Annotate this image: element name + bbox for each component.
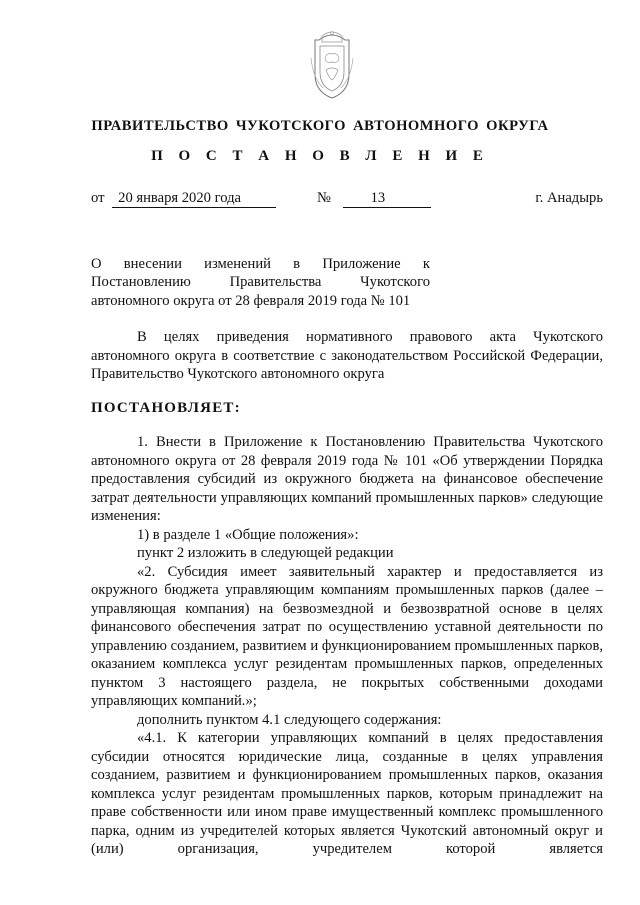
- item-1: 1. Внести в Приложение к Постановлению Правительства Чукотского автономного округа от 28 февраля 2019 года № 101 «Об утверждении Порядка предоставления субсидий из окружного бюджета на финансовое обеспечение затрат деятельности управляющих компаний промышленных парков» следующие изменения:: [91, 434, 603, 524]
- number-label: №: [317, 190, 331, 206]
- number-line: [317, 190, 431, 208]
- point-4-1-text: «4.1. К категории управляющих компаний в целях предоставления субсидии относятся юридические лица, созданные в целях управления созданием, развитием и функционированием промышленных парков, оказания комплекса услуг резидентам промышленных парков, которым принадлежит на праве собственности или ином праве имущественный комплекс промышленного парка, одним из учредителей которых является Чукотский автономный округ и (или) организация, учредителем которой является: [91, 730, 603, 857]
- point-2-instruction: пункт 2 изложить в следующей редакции: [137, 545, 394, 561]
- city: г. Анадырь: [535, 190, 603, 206]
- coat-of-arms-icon: [305, 28, 359, 100]
- document-type: П О С Т А Н О В Л Е Н И Е: [151, 148, 489, 164]
- preamble-block: [91, 328, 603, 384]
- decree-number: 13: [343, 191, 431, 208]
- government-title: ПРАВИТЕЛЬСТВО ЧУКОТСКОГО АВТОНОМНОГО ОКРУГА: [91, 118, 549, 134]
- decree-subject: О внесении изменений в Приложение к Постановлению Правительства Чукотского автономного округа от 28 февраля 2019 года № 101: [91, 255, 430, 309]
- resolve-heading: ПОСТАНОВЛЯЕТ:: [91, 400, 241, 416]
- date-line: [91, 190, 276, 208]
- decree-body: [91, 433, 603, 859]
- from-label: от: [91, 190, 105, 206]
- subitem-1: 1) в разделе 1 «Общие положения»:: [137, 526, 359, 543]
- point-2-text: «2. Субсидия имеет заявительный характер и предоставляется из окружного бюджета управляющим компаниям промышленных парков (далее – управляющая компания) на безвозмездной и безвозвратной основе в целях финансового обеспечения затрат по осуществлению уставной деятельности по управлению созданием, развитием и функционированием промышленных парков, оказанием комплекса услуг резидентам промышленных парков, определенных пунктом 3 настоящего раздела, не покрытых собственными доходами управляющих компаний.»;: [91, 563, 603, 709]
- decree-date: 20 января 2020 года: [112, 191, 276, 208]
- preamble: В целях приведения нормативного правового акта Чукотского автономного округа в соответствие с законодательством Российской Федерации, Правительство Чукотского автономного округа: [91, 329, 603, 382]
- add-point-4-1: дополнить пунктом 4.1 следующего содержания:: [137, 711, 442, 728]
